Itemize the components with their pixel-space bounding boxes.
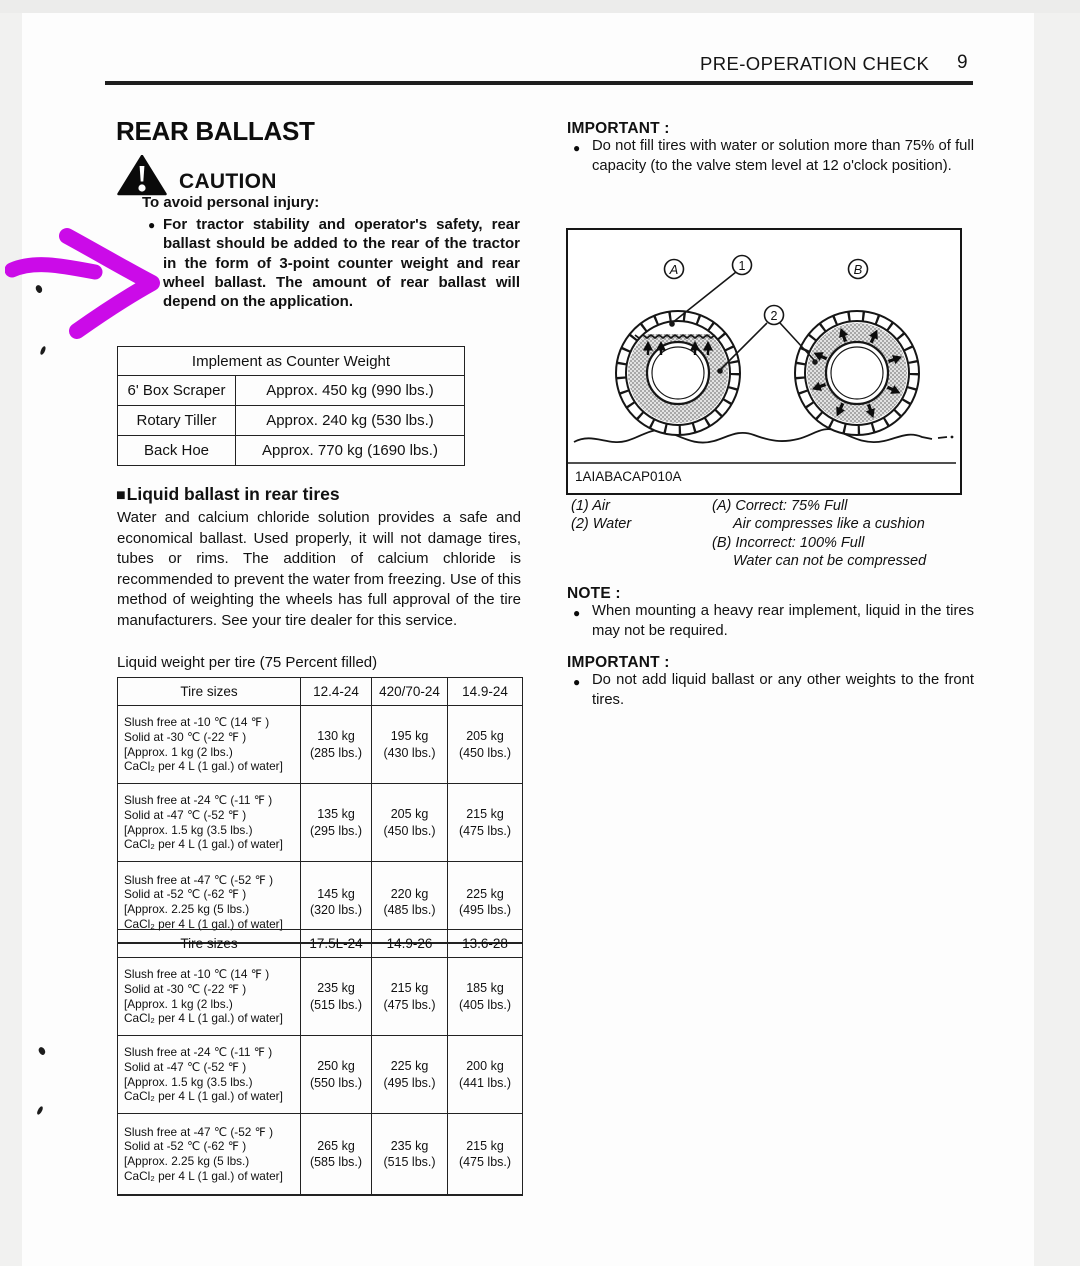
weight-cell: 135 kg (295 lbs.) [301,784,372,862]
caution-intro: To avoid personal injury: [142,194,320,211]
table-row [118,406,465,436]
bullet-icon: ● [573,606,581,620]
scan-speck [37,1046,47,1056]
col-header: 12.4-24 [301,678,372,706]
table-row [118,1036,523,1114]
table-row [118,1114,523,1196]
legend-item-sub: Water can not be compressed [733,552,927,569]
weight-cell: 220 kg (485 lbs.) [372,862,448,944]
legend-item: (B) Incorrect: 100% Full [712,534,865,551]
table-header-row [118,678,523,706]
col-header: 14.9-26 [372,930,448,958]
implement-weight: Approx. 240 kg (530 lbs.) [236,406,465,436]
bullet-icon: ● [148,218,156,232]
callout-1 [733,256,752,275]
weight-cell: 235 kg (515 lbs.) [372,1114,448,1196]
section-heading [116,484,340,505]
col-header: Tire sizes [118,678,301,706]
caution-text: For tractor stability and operator's safety, rear ballast should be added to the rear of the tractor in the form of 3-point counter weight and rear wheel ballast. The amount of rear ballast will depend on the application. [163,216,520,311]
tire-b [795,311,919,435]
solution-spec: Slush free at -47 ℃ (-52 ℉ ) Solid at -52 ℃ (-62 ℉ ) [Approx. 2.25 kg (5 lbs.) CaCl₂ per 4 L (1 gal.) of water] [118,1114,301,1196]
legend-item: (2) Water [571,516,632,533]
table-row [118,376,465,406]
callout-b [849,260,868,279]
caution-triangle-icon [117,155,167,196]
important-text: Do not add liquid ballast or any other weights to the front tires. [592,672,974,708]
weight-cell: 215 kg (475 lbs.) [372,958,448,1036]
scan-border-top [0,0,1080,13]
weight-cell: 215 kg (475 lbs.) [448,1114,523,1196]
callout-a-label: A [669,262,679,277]
table-row [118,958,523,1036]
implement-name: 6' Box Scraper [118,376,236,406]
weight-cell: 205 kg (450 lbs.) [448,706,523,784]
implement-weight: Approx. 770 kg (1690 lbs.) [236,436,465,466]
table-row [118,436,465,466]
weight-cell: 235 kg (515 lbs.) [301,958,372,1036]
header-page-number: 9 [957,52,968,73]
header-title: PRE-OPERATION CHECK [700,53,930,74]
page-title: REAR BALLAST [116,116,315,146]
weight-cell: 265 kg (585 lbs.) [301,1114,372,1196]
legend-item-sub: Air compresses like a cushion [733,516,925,533]
table-row [118,706,523,784]
weight-cell: 185 kg (405 lbs.) [448,958,523,1036]
note-heading: NOTE : [567,585,621,602]
implement-name: Rotary Tiller [118,406,236,436]
col-header: 17.5L-24 [301,930,372,958]
note-text: When mounting a heavy rear implement, liquid in the tires may not be required. [592,603,974,639]
important-heading: IMPORTANT : [567,654,670,671]
caution-label: CAUTION [179,170,277,193]
implement-name: Back Hoe [118,436,236,466]
implement-weight: Approx. 450 kg (990 lbs.) [236,376,465,406]
callout-1-label: 1 [738,259,746,273]
scan-border-right [1034,0,1080,1266]
solution-spec: Slush free at -24 ℃ (-11 ℉ ) Solid at -47 ℃ (-52 ℉ ) [Approx. 1.5 kg (3.5 lbs.) CaCl₂ per 4 L (1 gal.) of water] [118,784,301,862]
legend-item: (1) Air [571,498,610,514]
tire-ballast-figure [566,228,962,495]
scan-border-left [0,0,22,1266]
table-row [118,784,523,862]
weight-cell: 145 kg (320 lbs.) [301,862,372,944]
liquid-ballast-table-2 [117,929,523,1196]
tire-cross-section-diagram [568,230,956,489]
col-header: 13.6-28 [448,930,523,958]
scan-speck [40,346,47,356]
section-heading-text: Liquid ballast in rear tires [126,484,340,504]
highlighter-arrow-icon [5,224,170,344]
figure-legend-letters [712,497,926,570]
solution-spec: Slush free at -47 ℃ (-52 ℉ ) Solid at -52 ℃ (-62 ℉ ) [Approx. 2.25 kg (5 lbs.) CaCl₂ per 4 L (1 gal.) of water] [118,862,301,944]
solution-spec: Slush free at -10 ℃ (14 ℉ ) Solid at -30 ℃ (-22 ℉ ) [Approx. 1 kg (2 lbs.) CaCl₂ per 4 L (1 gal.) of water] [118,958,301,1036]
square-marker-icon: ■ [116,487,126,504]
callout-a [665,260,684,279]
weight-cell: 200 kg (441 lbs.) [448,1036,523,1114]
weight-cell: 195 kg (430 lbs.) [372,706,448,784]
scan-speck [36,1106,43,1116]
figure-id: 1AIABACAP010A [575,469,682,484]
important-text: Do not fill tires with water or solution more than 75% of full capacity (to the valve stem level at 12 o'clock position). [592,138,974,174]
callout-2-label: 2 [770,309,778,323]
bullet-icon: ● [573,141,581,155]
solution-spec: Slush free at -10 ℃ (14 ℉ ) Solid at -30 ℃ (-22 ℉ ) [Approx. 1 kg (2 lbs.) CaCl₂ per 4 L (1 gal.) of water] [118,706,301,784]
weight-cell: 225 kg (495 lbs.) [372,1036,448,1114]
liquid-weight-caption: Liquid weight per tire (75 Percent filled) [117,654,378,671]
weight-cell: 225 kg (495 lbs.) [448,862,523,944]
weight-cell: 215 kg (475 lbs.) [448,784,523,862]
legend-item: (A) Correct: 75% Full [712,498,848,514]
weight-cell: 250 kg (550 lbs.) [301,1036,372,1114]
bullet-icon: ● [573,675,581,689]
section-body: Water and calcium chloride solution provides a safe and economical ballast. Used properly, it will not damage tires, tubes or rims. The addition of calcium chloride is recommended to prevent the water from freezing. Use of this method of weighting the wheels has full approval of the tire manufacturers. See your tire dealer for this service. [117,509,521,629]
table-header-row [118,930,523,958]
important-heading: IMPORTANT : [567,120,670,137]
implement-table-title: Implement as Counter Weight [118,347,465,376]
col-header: Tire sizes [118,930,301,958]
figure-legend-numbers [571,497,631,534]
callout-b-label: B [853,262,863,277]
solution-spec: Slush free at -24 ℃ (-11 ℉ ) Solid at -47 ℃ (-52 ℉ ) [Approx. 1.5 kg (3.5 lbs.) CaCl₂ per 4 L (1 gal.) of water] [118,1036,301,1114]
col-header: 420/70-24 [372,678,448,706]
weight-cell: 205 kg (450 lbs.) [372,784,448,862]
header-rule [105,81,973,85]
liquid-ballast-table-1 [117,677,523,944]
weight-cell: 130 kg (285 lbs.) [301,706,372,784]
implement-counter-weight-table [117,346,465,466]
col-header: 14.9-24 [448,678,523,706]
callout-2 [765,306,784,325]
